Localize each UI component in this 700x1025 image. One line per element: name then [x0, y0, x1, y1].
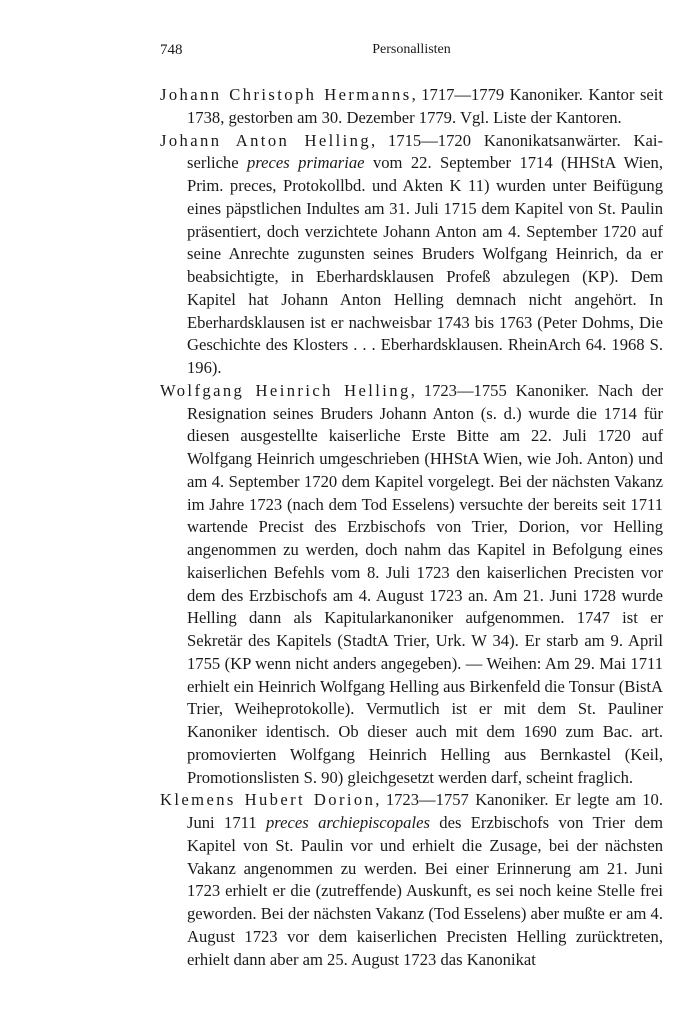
entry-text: vom 22. September 1714 (HHStA Wien, Prim. preces, Protokollbd. und Akten K 11) wurden unter Beifügung eines päpstlichen Indultes am 31. Juli 1715 dem Kapitel von St. Paulin präsentiert, doch verzichtete Johann Anton am 4. September 1720 auf seine Anrechte zugunsten seines Bruders Wolfgang Heinrich, da er beabsichtigte, in Eberhardsklausen Profeß abzulegen (KP). Dem Kapitel hat Johann Anton Helling demnach nicht angehört. In Eberhardsklausen ist er nachweisbar 1743 bis 1763 (Peter Dohms, Die Geschichte des Klosters . . . Eberhardsklausen. RheinArch 64. 1968 S. 196).	[187, 153, 663, 377]
person-name: Johann Christoph Hermanns	[160, 85, 412, 104]
entry-text: , 1717—1779 Kanoniker. Kantor seit 1738, gestorben am 30. Dezember 1779. Vgl. Liste der Kantoren.	[187, 85, 663, 127]
running-title: Personallisten	[372, 42, 451, 57]
person-name: Johann Anton Helling	[160, 130, 372, 150]
page-number: 748	[160, 42, 183, 58]
italic-term: preces primariae	[247, 153, 365, 173]
person-name: Klemens Hubert Dorion	[160, 790, 376, 810]
person-name: Wolfgang Heinrich Helling	[160, 380, 411, 400]
entry-text: , 1723—1757 Kanoniker. Er legte am 10. Juni 1711	[187, 790, 663, 832]
biography-entry	[160, 84, 663, 130]
biography-entry	[160, 130, 663, 380]
entry-list	[160, 84, 663, 971]
entry-text: , 1723—1755 Kanoniker. Nach der Resignation seines Bruders Johann Anton (s. d.) wurde die 1714 für diesen ausgestellte kaiserliche Erste Bitte am 22. Juli 1720 auf Wolfgang Heinrich umgeschrieben (HHStA Wien, wie Joh. Anton) und am 4. September 1720 dem Kapitel vorgelegt. Bei der nächsten Vakanz im Jahre 1723 (nach dem Tod Esselens) versuchte der bereits seit 1711 wartende Precist des Erzbischofs von Trier, Dorion, vor Helling angenommen zu werden, doch nahm das Kapitel in Befolgung eines kaiserlichen Befehls vom 8. Juli 1723 den kaiserlichen Precisten vor dem des Erzbischofs am 4. August 1723 an. Am 21. Juni 1728 wurde Helling dann als Kapitularkanoniker aufgenommen. 1747 ist er Sekretär des Kapitels (StadtA Trier, Urk. W 34). Er starb am 9. April 1755 (KP wenn nicht anders angegeben). — Weihen: Am 29. Mai 1711 erhielt ein Heinrich Wolfgang Helling aus Birkenfeld die Tonsur (BistA Trier, Weiheprotokolle). Vermutlich ist er mit dem St. Pauliner Kanoniker identisch. Ob dieser auch mit dem 1690 zum Bac. art. promovierten Wolfgang Heinrich Helling aus Bernkastel (Keil, Promotionslisten S. 90) gleichgesetzt werden darf, scheint fraglich.	[187, 380, 663, 787]
entry-text: , 1715—1720 Kanonikatsanwärter. Kaiserliche	[187, 130, 663, 173]
page-header	[160, 42, 663, 64]
biography-entry	[160, 789, 663, 971]
biography-entry	[160, 380, 663, 790]
italic-term: preces archiepiscopales	[266, 813, 430, 832]
entry-text: des Erzbischofs von Trier dem Kapitel von St. Paulin vor und erhielt die Zusage, bei der nächsten Vakanz angenommen zu werden. Bei einer Erinnerung am 21. Juni 1723 erhielt er die (zutreffende) Auskunft, es sei noch keine Stelle frei geworden. Bei der nächsten Vakanz (Tod Esselens) aber mußte er am 4. August 1723 vor dem kaiserlichen Precisten Helling zurücktreten, erhielt dann aber am 25. August 1723 das Kanonikat	[187, 813, 664, 969]
